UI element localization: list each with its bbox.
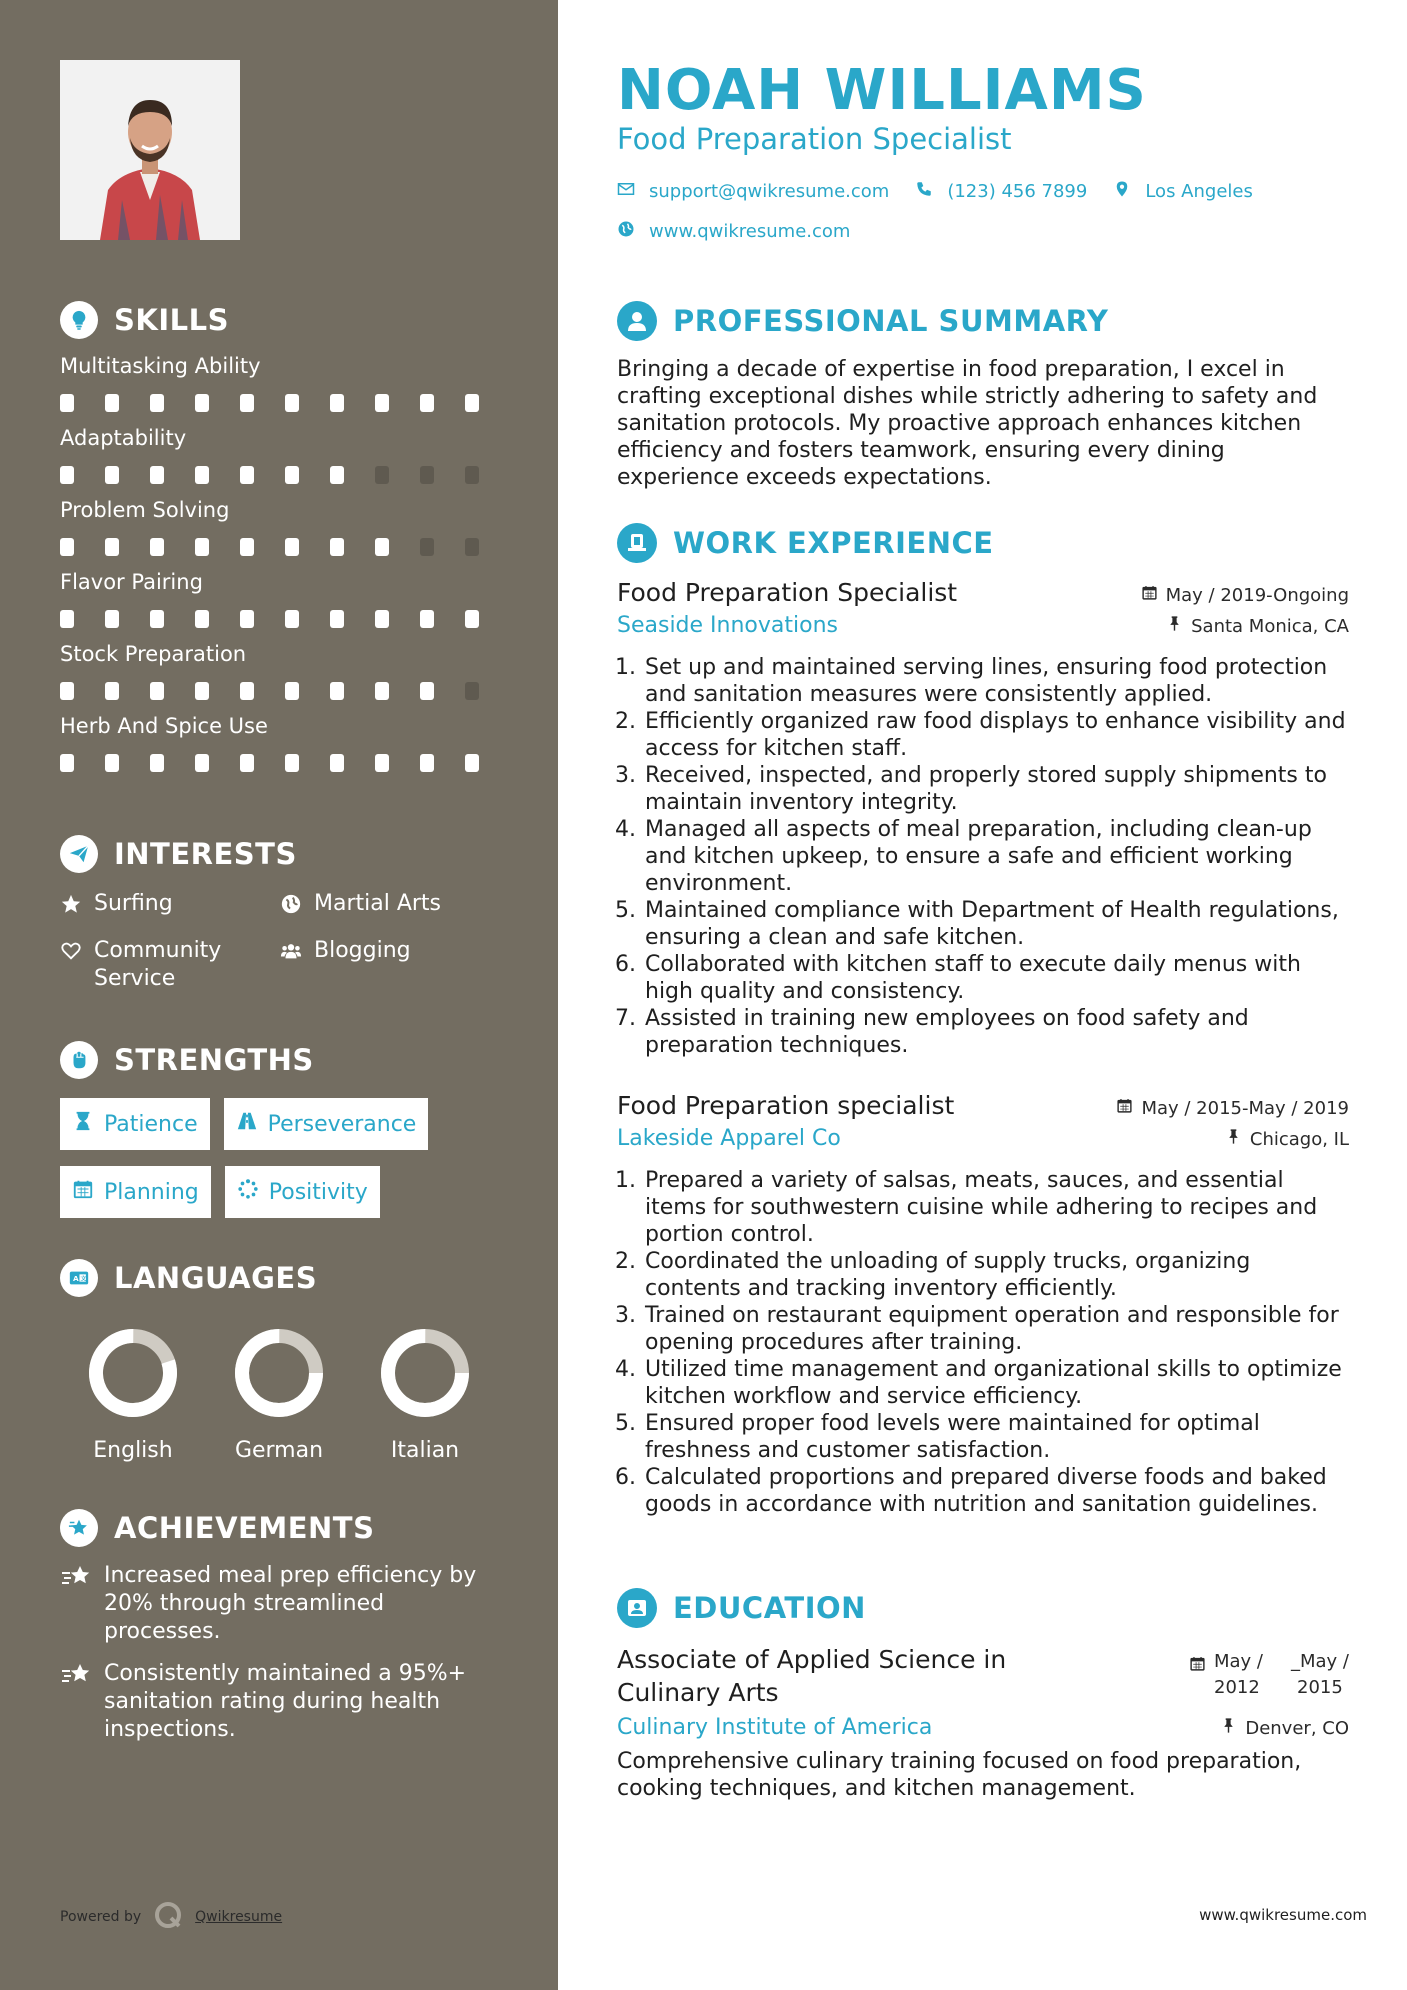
- education-date-end: [1291, 1649, 1349, 1701]
- language-name: German: [234, 1438, 324, 1463]
- footer-url[interactable]: www.qwikresume.com: [1199, 1906, 1367, 1924]
- rating-dot-filled: [105, 682, 119, 700]
- rating-dot-filled: [420, 610, 434, 628]
- rating-dot-filled: [240, 610, 254, 628]
- achievements-list: [60, 1562, 510, 1744]
- rating-dot-filled: [285, 394, 299, 412]
- job-title: Food Preparation specialist: [617, 1091, 955, 1120]
- duties-list: [617, 654, 1349, 1059]
- skill-name: Multitasking Ability: [60, 354, 261, 378]
- language-item: [352, 1328, 498, 1463]
- rating-dot-filled: [60, 754, 74, 772]
- job-title: Food Preparation Specialist: [617, 578, 958, 607]
- rating-dot-filled: [285, 466, 299, 484]
- duty-item: 2. Coordinated the unloading of supply trucks, organizing contents and tracking inventory efficiently.: [643, 1248, 1349, 1302]
- education-header: [617, 1587, 1349, 1629]
- date-text: 2015: [1297, 1677, 1343, 1698]
- experience-section: [617, 522, 1349, 1518]
- rating-dot-filled: [420, 394, 434, 412]
- job-org-row: [617, 607, 1349, 638]
- education-text: Comprehensive culinary training focused on food preparation, cooking techniques, and kitchen management.: [617, 1749, 1302, 1801]
- interests-list: [60, 890, 510, 993]
- rating-dot-empty: [375, 466, 389, 484]
- skill-name: Problem Solving: [60, 498, 230, 522]
- rating-dot-filled: [240, 754, 254, 772]
- rating-dot-filled: [105, 466, 119, 484]
- paper-plane-icon: [60, 835, 98, 873]
- website-contact[interactable]: [617, 220, 850, 243]
- calendar-icon: [1116, 1097, 1141, 1119]
- job-date: [1116, 1097, 1349, 1119]
- pin-icon: [1225, 1128, 1250, 1150]
- rating-dot-filled: [330, 394, 344, 412]
- interests-section: [60, 834, 510, 993]
- email-text: support@qwikresume.com: [649, 181, 890, 202]
- rating-dot-filled: [465, 610, 479, 628]
- interest-item: [280, 937, 500, 993]
- rating-dot-filled: [105, 394, 119, 412]
- rating-dot-filled: [150, 682, 164, 700]
- languages-title: LANGUAGES: [114, 1261, 318, 1295]
- email-contact[interactable]: [617, 180, 889, 203]
- phone-contact[interactable]: [915, 180, 1087, 203]
- rating-dot-filled: [105, 610, 119, 628]
- education-title: EDUCATION: [673, 1591, 866, 1625]
- skill-item: [60, 714, 510, 772]
- summary-title: PROFESSIONAL SUMMARY: [673, 304, 1109, 338]
- strengths-title: STRENGTHS: [114, 1043, 314, 1077]
- rating-dot-filled: [195, 394, 209, 412]
- skill-rating: [60, 682, 510, 700]
- rating-dot-empty: [420, 466, 434, 484]
- duty-item: 4. Utilized time management and organizational skills to optimize kitchen workflow and service efficiency.: [643, 1356, 1349, 1410]
- skill-item: [60, 426, 510, 484]
- skill-name: Flavor Pairing: [60, 570, 203, 594]
- calendar-icon: [1189, 1654, 1214, 1680]
- skills-title: SKILLS: [114, 303, 229, 337]
- candidate-name: NOAH WILLIAMS: [617, 58, 1147, 123]
- company-name: Seaside Innovations: [617, 613, 838, 638]
- svg-text:A: A: [73, 1274, 79, 1284]
- education-date: [1189, 1649, 1349, 1701]
- skills-section: [60, 300, 510, 772]
- strength-tag: [224, 1098, 429, 1150]
- duty-item: 3. Trained on restaurant equipment operation and responsible for opening procedures after training.: [643, 1302, 1349, 1356]
- rating-dot-filled: [285, 538, 299, 556]
- skill-item: [60, 570, 510, 628]
- date-text: May / 2015-May / 2019: [1141, 1097, 1349, 1119]
- duty-item: 2. Efficiently organized raw food displays to enhance visibility and access for kitchen staff.: [643, 708, 1349, 762]
- date-text: 2012: [1214, 1677, 1260, 1698]
- strength-tag: [60, 1098, 210, 1150]
- skills-header: [60, 300, 510, 340]
- user-icon: [617, 301, 657, 341]
- rating-dot-filled: [150, 610, 164, 628]
- achievements-section: [60, 1508, 510, 1744]
- profile-photo: [60, 60, 240, 240]
- rating-dot-filled: [60, 466, 74, 484]
- website-text: www.qwikresume.com: [649, 221, 851, 242]
- location-text: Los Angeles: [1145, 181, 1253, 202]
- qwikresume-link[interactable]: Qwikresume: [195, 1909, 283, 1925]
- rating-dot-filled: [465, 754, 479, 772]
- date-text: May / 2019-Ongoing: [1165, 584, 1349, 606]
- rating-dot-filled: [240, 538, 254, 556]
- job-org-row: [617, 1120, 1349, 1151]
- strength-label: Patience: [104, 1111, 198, 1137]
- rating-dot-filled: [420, 682, 434, 700]
- contact-row: [617, 180, 1279, 203]
- job-entry: [617, 578, 1349, 1059]
- rating-dot-filled: [240, 394, 254, 412]
- interest-item: [60, 937, 280, 993]
- phone-text: (123) 456 7899: [947, 181, 1088, 202]
- language-ring: [88, 1328, 178, 1418]
- interests-title: INTERESTS: [114, 837, 297, 871]
- job-entry: [617, 1091, 1349, 1518]
- candidate-role: Food Preparation Specialist: [617, 122, 1012, 156]
- qwikresume-logo-icon: [141, 1900, 195, 1934]
- duty-item: 4. Managed all aspects of meal preparation, including clean-up and kitchen upkeep, to ensure a safe and efficient working environment.: [643, 816, 1349, 897]
- jobs-list: [617, 578, 1349, 1518]
- rating-dot-filled: [285, 754, 299, 772]
- rating-dot-filled: [375, 754, 389, 772]
- fist-icon: [60, 1041, 98, 1079]
- rating-dot-filled: [285, 610, 299, 628]
- language-name: Italian: [390, 1438, 460, 1463]
- shooting-star-icon: [60, 1562, 104, 1596]
- summary-section: [617, 300, 1349, 491]
- duty-item: 6. Calculated proportions and prepared diverse foods and baked goods in accordance with nutrition and sanitation guidelines.: [643, 1464, 1349, 1518]
- interest-label: Martial Arts: [314, 891, 442, 916]
- rating-dot-filled: [420, 754, 434, 772]
- language-name: English: [93, 1438, 173, 1463]
- date-text: May /: [1214, 1651, 1263, 1672]
- phone-icon: [915, 180, 947, 203]
- rating-dot-empty: [465, 538, 479, 556]
- location-text: Chicago, IL: [1249, 1128, 1349, 1150]
- svg-text:文: 文: [80, 1275, 87, 1283]
- skill-name: Stock Preparation: [60, 642, 247, 666]
- ring-fill: [88, 1328, 178, 1418]
- interest-item: [280, 890, 500, 923]
- degree-line: Culinary Arts: [617, 1678, 779, 1707]
- experience-header: [617, 522, 1349, 564]
- degree-line: Associate of Applied Science in: [617, 1645, 1007, 1674]
- briefcase-icon: [617, 523, 657, 563]
- calendar-icon: [1141, 584, 1166, 606]
- interest-label: Blogging: [314, 938, 411, 963]
- achievements-title: ACHIEVEMENTS: [114, 1511, 375, 1545]
- language-ring: [380, 1328, 470, 1418]
- lightbulb-icon: [60, 301, 98, 339]
- rating-dot-filled: [60, 682, 74, 700]
- strengths-section: [60, 1040, 510, 1234]
- job-date: [1141, 584, 1349, 606]
- interests-header: [60, 834, 510, 874]
- education-row: [617, 1643, 1349, 1709]
- rating-dot-filled: [150, 394, 164, 412]
- duty-item: 1. Set up and maintained serving lines, ensuring food protection and sanitation measures were consistently applied.: [643, 654, 1349, 708]
- summary-text: Bringing a decade of expertise in food preparation, I excel in crafting exceptional dishes while strictly adhering to safety and sanitation protocols. My proactive approach enhances kitchen efficiency and fosters teamwork, ensuring every dining experience exceeds expectations.: [617, 357, 1318, 490]
- languages-header: [60, 1258, 510, 1298]
- star-badge-icon: [60, 1509, 98, 1547]
- school-location: [1220, 1717, 1349, 1739]
- pin-icon: [1220, 1717, 1245, 1739]
- powered-by-label: Powered by: [60, 1909, 142, 1925]
- location-text: Santa Monica, CA: [1191, 615, 1349, 637]
- rating-dot-filled: [375, 682, 389, 700]
- duty-item: 5. Ensured proper food levels were maintained for optimal freshness and customer satisfaction.: [643, 1410, 1349, 1464]
- location-contact: [1113, 180, 1253, 203]
- strengths-header: [60, 1040, 510, 1080]
- person-illustration: [60, 60, 240, 240]
- job-location: [1225, 1128, 1349, 1150]
- degree-title: [617, 1643, 1006, 1709]
- rating-dot-filled: [330, 538, 344, 556]
- rating-dot-empty: [420, 538, 434, 556]
- rating-dot-filled: [60, 538, 74, 556]
- strength-label: Positivity: [268, 1179, 368, 1205]
- rating-dot-filled: [375, 394, 389, 412]
- globe-icon: [280, 890, 314, 923]
- rating-dot-empty: [465, 682, 479, 700]
- rating-dot-filled: [195, 466, 209, 484]
- rating-dot-filled: [195, 538, 209, 556]
- interest-label: Community Service: [94, 938, 222, 991]
- rating-dot-filled: [150, 754, 164, 772]
- spinner-icon: [237, 1178, 269, 1206]
- strength-tag: [225, 1166, 380, 1218]
- skill-rating: [60, 754, 510, 772]
- achievement-text: Increased meal prep efficiency by 20% through streamlined processes.: [104, 1563, 477, 1644]
- duty-item: 1. Prepared a variety of salsas, meats, sauces, and essential items for southwestern cuisine while adhering to recipes and portion control.: [643, 1167, 1349, 1248]
- location-text: Denver, CO: [1245, 1717, 1349, 1739]
- experience-title: WORK EXPERIENCE: [673, 526, 994, 560]
- skill-name: Adaptability: [60, 426, 187, 450]
- languages-section: [60, 1258, 510, 1463]
- job-location: [1166, 615, 1349, 637]
- strength-label: Perseverance: [267, 1111, 417, 1137]
- language-item: [60, 1328, 206, 1463]
- company-name: Lakeside Apparel Co: [617, 1126, 841, 1151]
- star-icon: [60, 890, 94, 923]
- language-ring: [234, 1328, 324, 1418]
- strengths-list: [60, 1098, 510, 1234]
- rating-dot-filled: [195, 754, 209, 772]
- rating-dot-filled: [195, 610, 209, 628]
- skill-rating: [60, 538, 510, 556]
- school-row: [617, 1709, 1349, 1740]
- rating-dot-filled: [105, 754, 119, 772]
- rating-dot-filled: [285, 682, 299, 700]
- interest-item: [60, 890, 280, 923]
- rating-dot-filled: [240, 682, 254, 700]
- duty-item: 7. Assisted in training new employees on food safety and preparation techniques.: [643, 1005, 1349, 1059]
- skill-rating: [60, 394, 510, 412]
- powered-by: [60, 1900, 282, 1934]
- language-item: [206, 1328, 352, 1463]
- map-marker-icon: [1113, 180, 1145, 203]
- skill-item: [60, 642, 510, 700]
- interest-label: Surfing: [94, 891, 173, 916]
- strength-tag: [60, 1166, 211, 1218]
- achievement-item: [60, 1562, 510, 1646]
- rating-dot-filled: [105, 538, 119, 556]
- road-icon: [236, 1110, 268, 1138]
- rating-dot-filled: [150, 466, 164, 484]
- rating-dot-empty: [465, 466, 479, 484]
- skill-rating: [60, 466, 510, 484]
- duty-item: 3. Received, inspected, and properly stored supply shipments to maintain inventory integrity.: [643, 762, 1349, 816]
- skill-item: [60, 498, 510, 556]
- languages-list: [60, 1328, 510, 1463]
- graduation-icon: [617, 1588, 657, 1628]
- rating-dot-filled: [60, 394, 74, 412]
- shooting-star-icon: [60, 1660, 104, 1694]
- users-icon: [280, 937, 314, 970]
- rating-dot-filled: [375, 538, 389, 556]
- rating-dot-filled: [330, 466, 344, 484]
- duty-item: 5. Maintained compliance with Department of Health regulations, ensuring a clean and safe kitchen.: [643, 897, 1349, 951]
- summary-header: [617, 300, 1349, 342]
- achievements-header: [60, 1508, 510, 1548]
- school-name: Culinary Institute of America: [617, 1715, 933, 1740]
- rating-dot-filled: [330, 682, 344, 700]
- job-header-row: [617, 578, 1349, 607]
- achievement-text: Consistently maintained a 95%+ sanitation rating during health inspections.: [104, 1661, 467, 1742]
- education-section: [617, 1587, 1349, 1802]
- rating-dot-filled: [60, 610, 74, 628]
- rating-dot-filled: [330, 754, 344, 772]
- skill-item: [60, 354, 510, 412]
- hourglass-icon: [72, 1110, 104, 1138]
- heart-icon: [60, 937, 94, 970]
- rating-dot-filled: [150, 538, 164, 556]
- skill-name: Herb And Spice Use: [60, 714, 268, 738]
- envelope-icon: [617, 180, 649, 203]
- strength-label: Planning: [104, 1179, 199, 1205]
- language-icon: [60, 1259, 98, 1297]
- sidebar: [0, 0, 558, 1990]
- rating-dot-filled: [330, 610, 344, 628]
- globe-icon: [617, 220, 649, 243]
- rating-dot-filled: [240, 466, 254, 484]
- rating-dot-filled: [195, 682, 209, 700]
- skills-list: [60, 354, 510, 772]
- website-row: [617, 220, 876, 243]
- pin-icon: [1166, 615, 1191, 637]
- rating-dot-filled: [375, 610, 389, 628]
- date-text: _May /: [1291, 1651, 1349, 1672]
- rating-dot-filled: [465, 394, 479, 412]
- duties-list: [617, 1167, 1349, 1518]
- education-date-start: [1214, 1649, 1263, 1701]
- job-header-row: [617, 1091, 1349, 1120]
- duty-item: 6. Collaborated with kitchen staff to execute daily menus with high quality and consistency.: [643, 951, 1349, 1005]
- calendar-icon: [72, 1178, 104, 1206]
- skill-rating: [60, 610, 510, 628]
- achievement-item: [60, 1660, 510, 1744]
